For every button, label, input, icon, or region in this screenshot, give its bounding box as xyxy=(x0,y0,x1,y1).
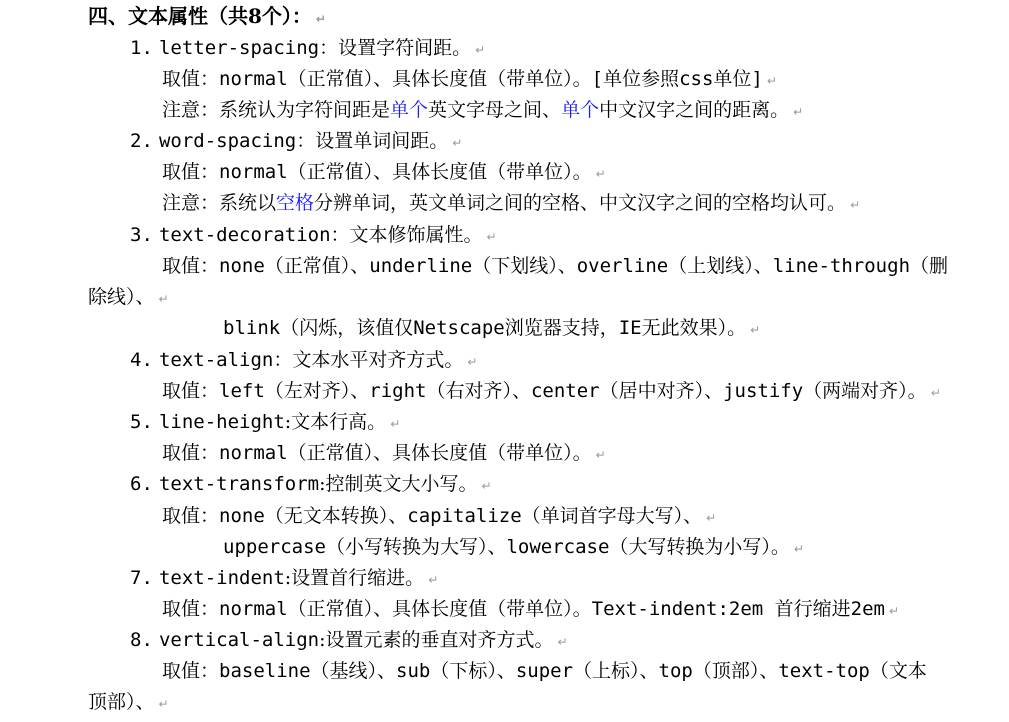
property-name: word-spacing xyxy=(158,130,297,152)
value-text: 除线）、 xyxy=(88,286,155,308)
value-text: none（无文本转换）、capitalize（单词首字母大写）、 xyxy=(219,505,703,527)
property-name: text-align xyxy=(158,349,274,371)
note-text: 英文字母之间、 xyxy=(428,99,562,121)
note-text: 中文汉字之间的距离。 xyxy=(599,99,790,121)
value-label: 取值： xyxy=(162,68,220,90)
item-8-values-wrap xyxy=(88,690,169,716)
note-label: 注意： xyxy=(162,99,220,121)
value-label: 取值： xyxy=(162,380,220,402)
property-name: text-indent xyxy=(158,567,285,589)
item-3-values-wrap xyxy=(88,285,169,311)
value-label: 取值： xyxy=(162,161,220,183)
value-text: normal（正常值）、具体长度值（带单位）。 xyxy=(219,161,592,183)
item-6-values xyxy=(162,504,716,530)
paragraph-mark: ↵ xyxy=(889,604,900,618)
list-item-8 xyxy=(130,628,568,654)
section-heading-text: 四、文本属性（共8个）： xyxy=(88,4,312,28)
list-item-3 xyxy=(130,223,497,249)
paragraph-mark: ↵ xyxy=(595,448,606,462)
item-number: 6. xyxy=(130,473,153,495)
paragraph-mark: ↵ xyxy=(930,386,941,400)
value-text: baseline（基线）、sub（下标）、super（上标）、top（顶部）、text-top（文本 xyxy=(219,660,927,682)
note-highlight: 空格 xyxy=(276,192,315,214)
value-text: 顶部）、 xyxy=(88,691,155,713)
list-item-7 xyxy=(130,566,438,592)
property-desc: :文本行高。 xyxy=(284,411,387,433)
value-label: 取值： xyxy=(162,598,220,620)
property-desc: ：文本水平对齐方式。 xyxy=(273,349,464,371)
item-8-values xyxy=(162,659,927,683)
item-4-values xyxy=(162,379,941,405)
property-desc: :设置元素的垂直对齐方式。 xyxy=(319,629,554,651)
value-text: none（正常值）、underline（下划线）、overline（上划线）、line-through（删 xyxy=(219,255,949,277)
property-desc: :控制英文大小写。 xyxy=(319,473,478,495)
item-3-values-cont xyxy=(223,316,760,342)
list-item-4 xyxy=(130,348,477,374)
paragraph-mark: ↵ xyxy=(850,198,861,212)
paragraph-mark: ↵ xyxy=(475,43,486,57)
item-2-values xyxy=(162,160,606,186)
property-name: text-transform xyxy=(158,473,320,495)
item-7-values xyxy=(162,597,899,623)
item-1-note xyxy=(162,98,803,124)
item-number: 1. xyxy=(130,37,153,59)
value-label: 取值： xyxy=(162,505,220,527)
list-item-5 xyxy=(130,410,400,436)
paragraph-mark: ↵ xyxy=(315,12,326,26)
value-text: left（左对齐）、right（右对齐）、center（居中对齐）、justify（两端对齐）。 xyxy=(219,380,927,402)
paragraph-mark: ↵ xyxy=(595,167,606,181)
item-number: 2. xyxy=(130,130,153,152)
value-text: blink（闪烁，该值仅Netscape浏览器支持，IE无此效果）。 xyxy=(223,317,747,339)
value-text: normal（正常值）、具体长度值（带单位）。 xyxy=(219,442,592,464)
property-name: text-decoration xyxy=(158,224,331,246)
item-3-values xyxy=(162,254,948,278)
paragraph-mark: ↵ xyxy=(750,323,761,337)
paragraph-mark: ↵ xyxy=(428,573,439,587)
item-number: 3. xyxy=(130,224,153,246)
note-text: 系统认为字符间距是 xyxy=(219,99,391,121)
item-6-values-cont xyxy=(223,535,804,561)
paragraph-mark: ↵ xyxy=(452,136,463,150)
item-number: 8. xyxy=(130,629,153,651)
note-text: 分辨单词，英文单词之间的空格、中文汉字之间的空格均认可。 xyxy=(314,192,847,214)
value-text: normal（正常值）、具体长度值（带单位）。Text-indent:2em 首行缩进2em xyxy=(219,598,885,620)
note-text: 系统以 xyxy=(219,192,277,214)
paragraph-mark: ↵ xyxy=(158,697,169,711)
property-name: letter-spacing xyxy=(158,37,320,59)
paragraph-mark: ↵ xyxy=(158,292,169,306)
item-2-note xyxy=(162,191,860,217)
property-name: vertical-align xyxy=(158,629,320,651)
paragraph-mark: ↵ xyxy=(467,355,478,369)
property-desc: ：设置单词间距。 xyxy=(296,130,449,152)
value-text: normal（正常值）、具体长度值（带单位）。[单位参照css单位] xyxy=(219,68,763,90)
paragraph-mark: ↵ xyxy=(557,635,568,649)
item-1-values xyxy=(162,67,777,93)
item-number: 5. xyxy=(130,411,153,433)
paragraph-mark: ↵ xyxy=(481,479,492,493)
note-highlight: 单个 xyxy=(561,99,600,121)
paragraph-mark: ↵ xyxy=(793,105,804,119)
value-label: 取值： xyxy=(162,442,220,464)
value-label: 取值： xyxy=(162,255,220,277)
paragraph-mark: ↵ xyxy=(486,230,497,244)
property-desc: ：设置字符间距。 xyxy=(319,37,472,59)
paragraph-mark: ↵ xyxy=(793,542,804,556)
item-5-values xyxy=(162,441,606,467)
section-heading xyxy=(88,4,326,31)
paragraph-mark: ↵ xyxy=(766,74,777,88)
list-item-6 xyxy=(130,472,492,498)
value-text: uppercase（小写转换为大写）、lowercase（大写转换为小写）。 xyxy=(223,536,790,558)
note-label: 注意： xyxy=(162,192,220,214)
list-item-2 xyxy=(130,129,462,155)
paragraph-mark: ↵ xyxy=(390,417,401,431)
property-desc: :设置首行缩进。 xyxy=(284,567,425,589)
property-desc: ：文本修饰属性。 xyxy=(330,224,483,246)
item-number: 7. xyxy=(130,567,153,589)
value-label: 取值： xyxy=(162,660,220,682)
note-highlight: 单个 xyxy=(390,99,429,121)
paragraph-mark: ↵ xyxy=(706,511,717,525)
list-item-1 xyxy=(130,36,485,62)
item-number: 4. xyxy=(130,349,153,371)
property-name: line-height xyxy=(158,411,285,433)
